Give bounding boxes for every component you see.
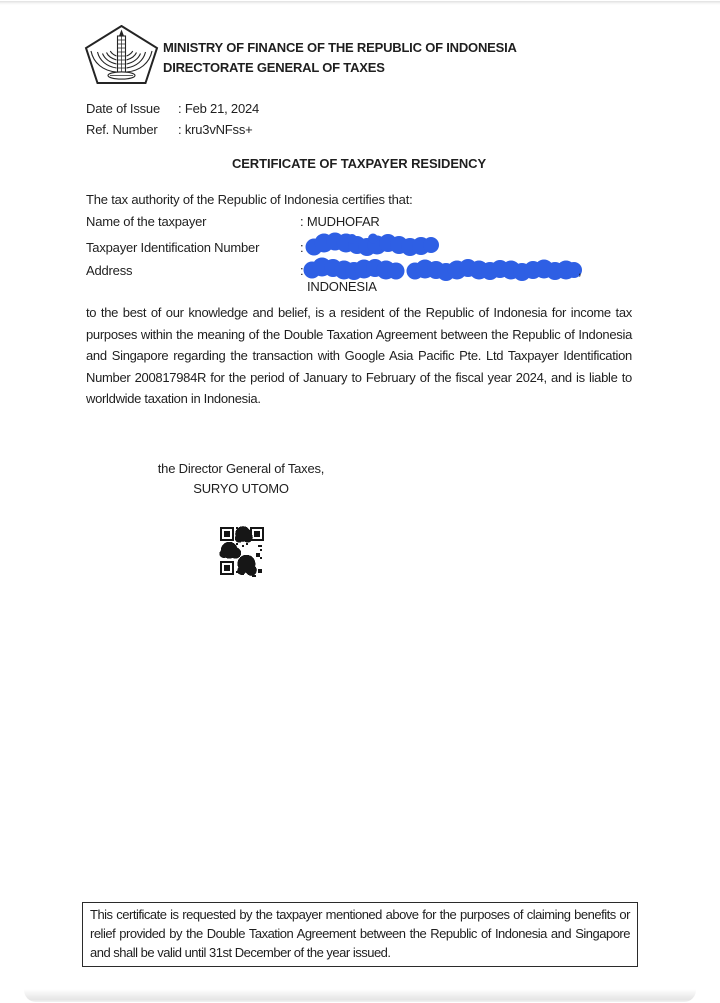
validity-note-box — [82, 902, 638, 967]
tin-label: Taxpayer Identification Number — [86, 240, 260, 255]
document-header — [163, 38, 517, 78]
ministry-name: MINISTRY OF FINANCE OF THE REPUBLIC OF INDONESIA — [163, 40, 517, 55]
ref-number-label: Ref. Number — [86, 122, 158, 137]
page-top-edge — [0, 1, 720, 5]
taxpayer-name-row — [86, 214, 632, 229]
validity-note-text: This certificate is requested by the taxpayer mentioned above for the purposes of claiming benefits or relief provided by the Double Taxation Agreement between the Republic of Indonesia and Singapore and shall be valid until 31st December of the year issued. — [90, 907, 630, 960]
date-of-issue-label: Date of Issue — [86, 101, 160, 116]
tin-redaction-scribble — [305, 232, 443, 259]
directorate-name: DIRECTORATE GENERAL OF TAXES — [163, 60, 385, 75]
taxpayer-name-value: : MUDHOFAR — [300, 214, 380, 229]
signatory-name: SURYO UTOMO — [193, 480, 289, 496]
tin-colon: : — [300, 240, 304, 255]
signature-block — [86, 459, 396, 498]
issue-meta — [86, 98, 259, 140]
date-of-issue-value: : Feb 21, 2024 — [178, 101, 260, 116]
taxpayer-name-label: Name of the taxpayer — [86, 214, 207, 229]
certificate-title: CERTIFICATE OF TAXPAYER RESIDENCY — [231, 156, 487, 171]
qr-code-icon — [218, 523, 266, 577]
ref-number-row — [86, 119, 259, 140]
date-of-issue-row — [86, 98, 259, 119]
ref-number-value: : kru3vNFss+ — [178, 122, 253, 137]
certifies-line: The tax authority of the Republic of Indonesia certifies that: — [86, 192, 413, 207]
address-suffix: , — [578, 263, 582, 278]
ministry-emblem-icon — [84, 25, 159, 85]
certificate-body-paragraph: to the best of our knowledge and belief, is a resident of the Republic of Indonesia for income tax purposes within the meaning of the Double Taxation Agreement between the Republic of Indonesia and Singapore regarding the transaction with Google Asia Pacific Pte. Ltd Taxpayer Identification Number 200817984R for the period of January to February of the fiscal year 2024, and is liable to worldwide taxation in Indonesia. — [86, 305, 632, 406]
address-label: Address — [86, 263, 133, 278]
signatory-title: the Director General of Taxes, — [157, 461, 325, 476]
address-country: INDONESIA — [307, 279, 377, 294]
page-bottom-edge — [24, 989, 696, 1002]
address-colon: : — [300, 263, 304, 278]
ministry-of-finance-logo — [84, 25, 159, 85]
